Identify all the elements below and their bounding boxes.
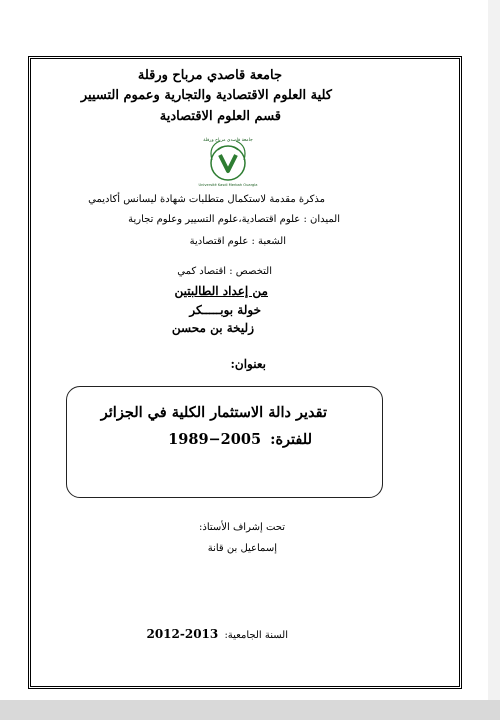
student-name-2: زليخة بن محسن <box>171 321 254 335</box>
supervisor-label: تحت إشراف الأستاذ: <box>199 522 285 533</box>
academic-year-label: السنة الجامعية: <box>224 630 288 641</box>
memo-branch: الشعبة : علوم اقتصادية <box>189 236 286 247</box>
title-label: بعنوان: <box>230 357 266 371</box>
memo-purpose: مذكرة مقدمة لاستكمال متطلبات شهادة ليسانس أكاديمي <box>88 194 325 205</box>
department-name: قسم العلوم الاقتصادية <box>159 109 281 124</box>
academic-year-value: 2012-2013 <box>146 627 219 641</box>
faculty-name: كلية العلوم الاقتصادية والتجارية وعموم التسيير <box>80 88 332 103</box>
students-heading: من إعداد الطالبتين <box>174 284 268 298</box>
memo-field: الميدان : علوم اقتصادية،علوم التسيير وعلوم تجارية <box>128 214 340 225</box>
academic-year <box>0 627 288 641</box>
page-edge <box>488 0 500 700</box>
university-seal-icon <box>190 136 266 188</box>
thesis-title-line1: تقدير دالة الاستثمار الكلية في الجزائر <box>100 404 327 421</box>
supervisor-name: إسماعيل بن قانة <box>207 543 277 554</box>
thesis-period: 1989−2005 <box>168 431 262 448</box>
thesis-period-prefix: للفترة: <box>270 431 312 448</box>
student-name-1: خولة بوبـــــكر <box>189 303 261 317</box>
seal-arabic-text: جامعة قاصدي مرباح ورقلة <box>203 138 253 143</box>
viewer-bottom-bar <box>0 700 500 720</box>
seal-latin-text: Université Kasdi Merbah Ouargla <box>198 183 258 187</box>
thesis-title-line2 <box>0 431 312 448</box>
memo-specialty: التخصص : اقتصاد كمي <box>177 266 272 277</box>
university-name: جامعة قاصدي مرباح ورقلة <box>137 68 282 83</box>
